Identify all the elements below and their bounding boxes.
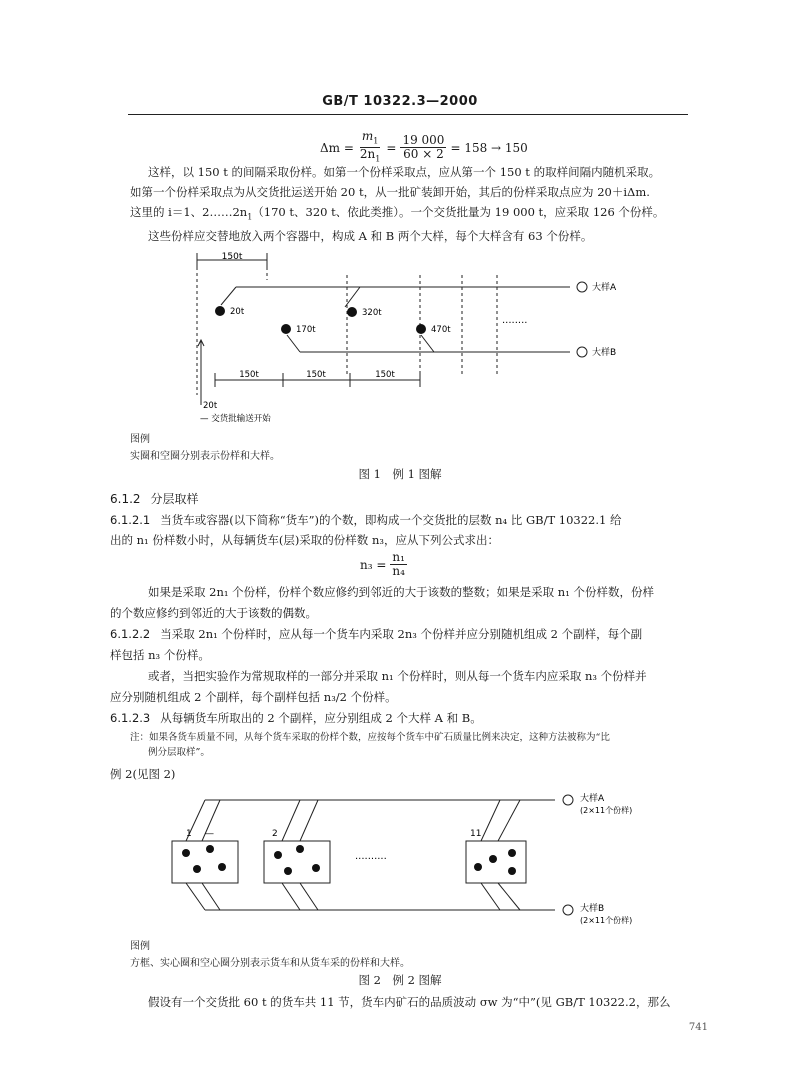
fig2-legend-title: 图例	[130, 941, 150, 952]
sample-dot-320t	[347, 307, 357, 317]
para2-line2: 的个数应修约到邻近的大于该数的偶数。	[110, 606, 317, 620]
s6122-line2: 样包括 n₃ 个份样。	[110, 648, 210, 662]
wagon-label: 1	[186, 829, 192, 839]
fig2-caption: 图 2 例 2 图解	[358, 973, 442, 987]
fig1-point-label: 470t	[431, 325, 451, 335]
page-header: GB/T 10322.3—2000	[322, 94, 478, 109]
fig2-big-sample-a-sub: (2×11个份样)	[580, 806, 633, 815]
sample-dot-470t	[416, 324, 426, 334]
formula-eq: =	[386, 140, 397, 155]
para3-line2: 应分别随机组成 2 个副样，每个副样包括 n₃/2 个份样。	[110, 690, 397, 704]
para2-line1: 如果是采取 2n₁ 个份样，份样个数应修约到邻近的大于该数的整数；如果是采取 n₁ 个份样数，份样	[148, 585, 654, 599]
page-number: 741	[688, 1022, 708, 1033]
formula-n3: n₃ = $\frac{\text{n₁}}{\text{n₄}}$	[360, 550, 405, 578]
sample-dot-170t	[281, 324, 291, 334]
wagon-label: 11	[470, 829, 482, 839]
fig1-continuation-dots: ........	[502, 315, 528, 326]
note-line2: 例分层取样”。	[148, 747, 210, 758]
note-line1: 注：如果各货车质量不同，从每个货车采取的份样个数，应按每个货车中矿石质量比例来决定，这种方法被称为“比	[130, 732, 610, 743]
s6121-line2: 出的 n₁ 份样数小时，从每辆货车(层)采取的份样数 n₃，应从下列公式求出：	[110, 533, 499, 547]
fig2-big-sample-b: 大样B	[580, 904, 605, 914]
section-6-1-2: 6.1.2 分层取样	[110, 492, 199, 506]
fig1-bottom-interval: 150t	[375, 370, 395, 380]
fig1-legend-title: 图例	[130, 434, 150, 445]
fig2-big-sample-b-sub: (2×11个份样)	[580, 916, 633, 925]
para1-line1: 这样，以 150 t 的间隔采取份样。如第一个份样采取点，应从第一个 150 t 的取样间隔内随机采取。	[148, 165, 661, 179]
fraction-m1-2n1: $\frac{m_1}{2n_1}$	[359, 129, 381, 164]
last-line: 假设有一个交货批 60 t 的货车共 11 节，货车内矿石的品质波动 σw 为“中”(见 GB/T 10322.2，那么	[148, 995, 671, 1009]
fig1-bottom-interval: 150t	[306, 370, 326, 380]
fig2-legend-text: 方框、实心圈和空心圈分别表示货车和从货车采的份样和大样。	[130, 958, 410, 969]
wagon-label: 2	[272, 829, 278, 839]
fig1-point-label: 170t	[296, 325, 316, 335]
sample-dot-20t	[215, 306, 225, 316]
fig1-point-label: 320t	[362, 308, 382, 318]
para1-line2: 如第一个份样采取点为从交货批运送开始 20 t，从一批矿装卸开始，其后的份样采取点应为 20＋iΔm.	[130, 185, 650, 199]
fig1-point-label: 20t	[230, 307, 245, 317]
fig1-big-sample-b: 大样B	[592, 348, 617, 358]
fig1-start-label: 20t	[203, 401, 218, 411]
fig1-legend-text: 实圈和空圈分别表示份样和大样。	[130, 451, 280, 462]
fig1-top-interval: 150t	[221, 252, 243, 262]
fig1-bottom-interval: 150t	[239, 370, 259, 380]
fig1-big-sample-a: 大样A	[592, 283, 617, 293]
para1-line3: 这里的 i＝1、$2\dots\dots 2n_1(170$ t、320 t、依此类推）。一个交货批量为 19 000 t，应采取 126 个份样。	[130, 205, 665, 222]
fig2-big-sample-a: 大样A	[580, 794, 605, 804]
header-rule	[128, 114, 688, 115]
s6122-line1: 6.1.2.2 当采取 2n₁ 个份样时，应从每一个货车内采取 2n₃ 个份样并应分别随机组成 2 个副样，每个副	[110, 627, 643, 641]
figure-1-diagram	[0, 245, 800, 425]
fig2-continuation-dots: ..........	[355, 851, 387, 862]
fraction-values: $\frac{19 000}{60 \times 2}$	[402, 133, 445, 162]
formula-lhs: Δm =	[320, 140, 354, 155]
formula-delta-m	[320, 130, 528, 166]
s6123-line: 6.1.2.3 从每辆货车所取出的 2 个副样，应分别组成 2 个大样 A 和 B。	[110, 711, 482, 725]
formula-rhs: = 158 → 150	[450, 140, 528, 155]
fig1-start-caption: — 交货批输送开始	[200, 414, 271, 424]
s6121-line1: 6.1.2.1 当货车或容器(以下简称“货车”)的个数，即构成一个交货批的层数 n₄ 比 GB/T 10322.1 给	[110, 513, 622, 527]
wagon-dash-mark: —	[205, 829, 214, 839]
para1-line4: 这些份样应交替地放入两个容器中，构成 A 和 B 两个大样，每个大样含有 63 个份样。	[148, 229, 593, 243]
figure-2-diagram	[0, 783, 800, 933]
example-2-label: 例 2(见图 2)	[110, 767, 176, 781]
fig1-caption: 图 1 例 1 图解	[358, 467, 442, 481]
para3-line1: 或者，当把实验作为常规取样的一部分并采取 n₁ 个份样时，则从每一个货车内应采取 n₃ 个份样并	[148, 669, 647, 683]
